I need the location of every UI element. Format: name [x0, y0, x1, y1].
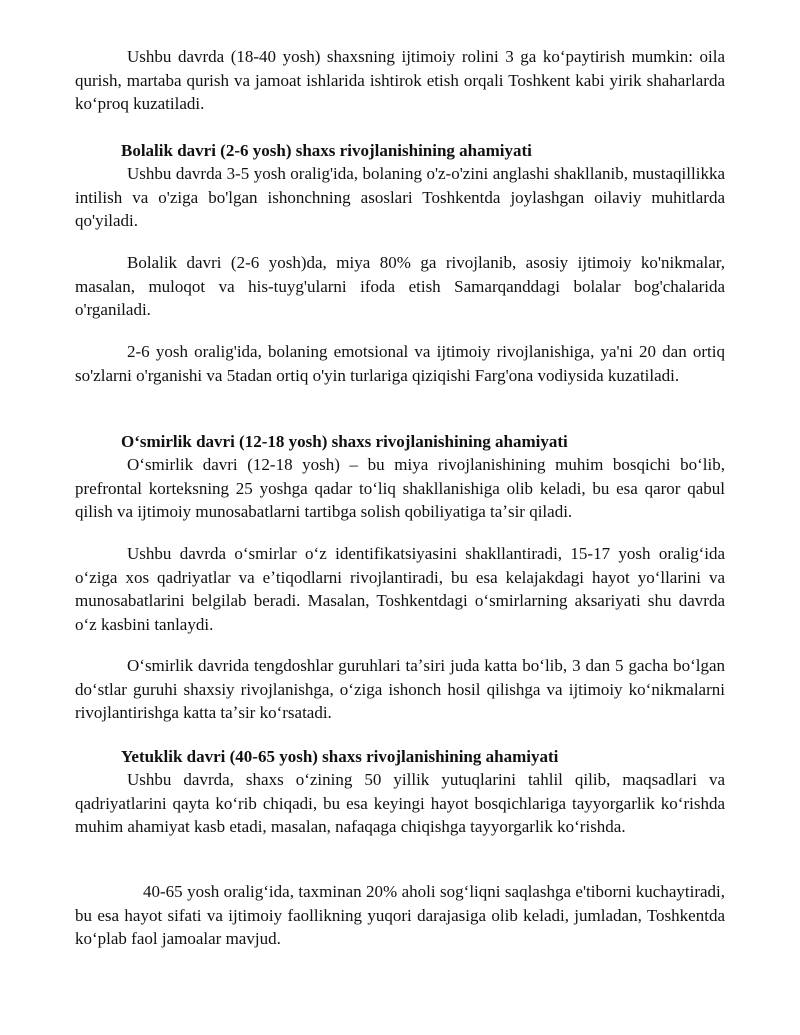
- paragraph-adolescence-brain: Oʻsmirlik davri (12-18 yosh) – bu miya rivojlanishining muhim bosqichi boʻlib, prefrontal korteksning 25 yoshga qadar toʻliq shakllanishiga olib keladi, bu esa qaror qabul qilish va ijtimoiy munosabatlarni tartibga solish qobiliyatiga taʼsir qiladi.: [75, 455, 725, 521]
- section-heading-maturity: Yetuklik davri (40-65 yosh) shaxs rivojlanishining ahamiyati: [121, 747, 559, 766]
- paragraph-childhood-self-awareness: Ushbu davrda 3-5 yosh oralig'ida, bolaning o'z-o'zini anglashi shakllanib, mustaqillikka intilish va o'ziga bo'lgan ishonchning asoslari Toshkentda joylashgan oilaviy muhitlarda qo'yiladi.: [75, 164, 725, 230]
- paragraph-childhood-emotional-development: 2-6 yosh oralig'ida, bolaning emotsional va ijtimoiy rivojlanishiga, ya'ni 20 dan ortiq so'zlarni o'rganishi va 5tadan ortiq o'yin turlariga qiziqishi Farg'ona vodiysida kuzatiladi.: [75, 342, 725, 385]
- paragraph-adolescence-identity: Ushbu davrda oʻsmirlar oʻz identifikatsiyasini shakllantiradi, 15-17 yosh oraligʻida oʻziga xos qadriyatlar va eʼtiqodlarni rivojlantiradi, bu esa kelajakdagi hayot yoʻllarini va munosabatlarini belgilab beradi. Masalan, Toshkentdagi oʻsmirlarning aksariyati shu davrda oʻz kasbini tanlaydi.: [75, 544, 725, 634]
- paragraph-childhood-brain-development: Bolalik davri (2-6 yosh)da, miya 80% ga rivojlanib, asosiy ijtimoiy ko'nikmalar, masalan, muloqot va his-tuyg'ularni ifoda etish Samarqanddagi bolalar bog'chalarida o'rganiladi.: [75, 253, 725, 319]
- paragraph-adulthood-roles: Ushbu davrda (18-40 yosh) shaxsning ijtimoiy rolini 3 ga koʻpaytirish mumkin: oila qurish, martaba qurish va jamoat ishlarida ishtirok etish orqali Toshkent kabi yirik shaharlarda koʻproq kuzatiladi.: [75, 47, 725, 113]
- paragraph-maturity-health: 40-65 yosh oraligʻida, taxminan 20% aholi sogʻliqni saqlashga e'tiborni kuchaytiradi, bu esa hayot sifati va ijtimoiy faollikning yuqori darajasiga olib keladi, jumladan, Toshkentda koʻplab faol jamoalar mavjud.: [75, 882, 725, 948]
- paragraph-maturity-reflection: Ushbu davrda, shaxs oʻzining 50 yillik yutuqlarini tahlil qilib, maqsadlari va qadriyatlarini qayta koʻrib chiqadi, bu esa keyingi hayot bosqichlariga tayyorgarlik koʻrishda muhim ahamiyat kasb etadi, masalan, nafaqaga chiqishga tayyorgarlik koʻrishda.: [75, 770, 725, 836]
- section-heading-childhood: Bolalik davri (2-6 yosh) shaxs rivojlanishining ahamiyati: [121, 141, 532, 160]
- paragraph-adolescence-peers: Oʻsmirlik davrida tengdoshlar guruhlari taʼsiri juda katta boʻlib, 3 dan 5 gacha boʻlgan doʻstlar guruhi shaxsiy rivojlanishga, oʻziga ishonch hosil qilishga va ijtimoiy koʻnikmalarni rivojlantirishga katta taʼsir koʻrsatadi.: [75, 656, 725, 722]
- section-heading-adolescence: Oʻsmirlik davri (12-18 yosh) shaxs rivojlanishining ahamiyati: [121, 432, 568, 451]
